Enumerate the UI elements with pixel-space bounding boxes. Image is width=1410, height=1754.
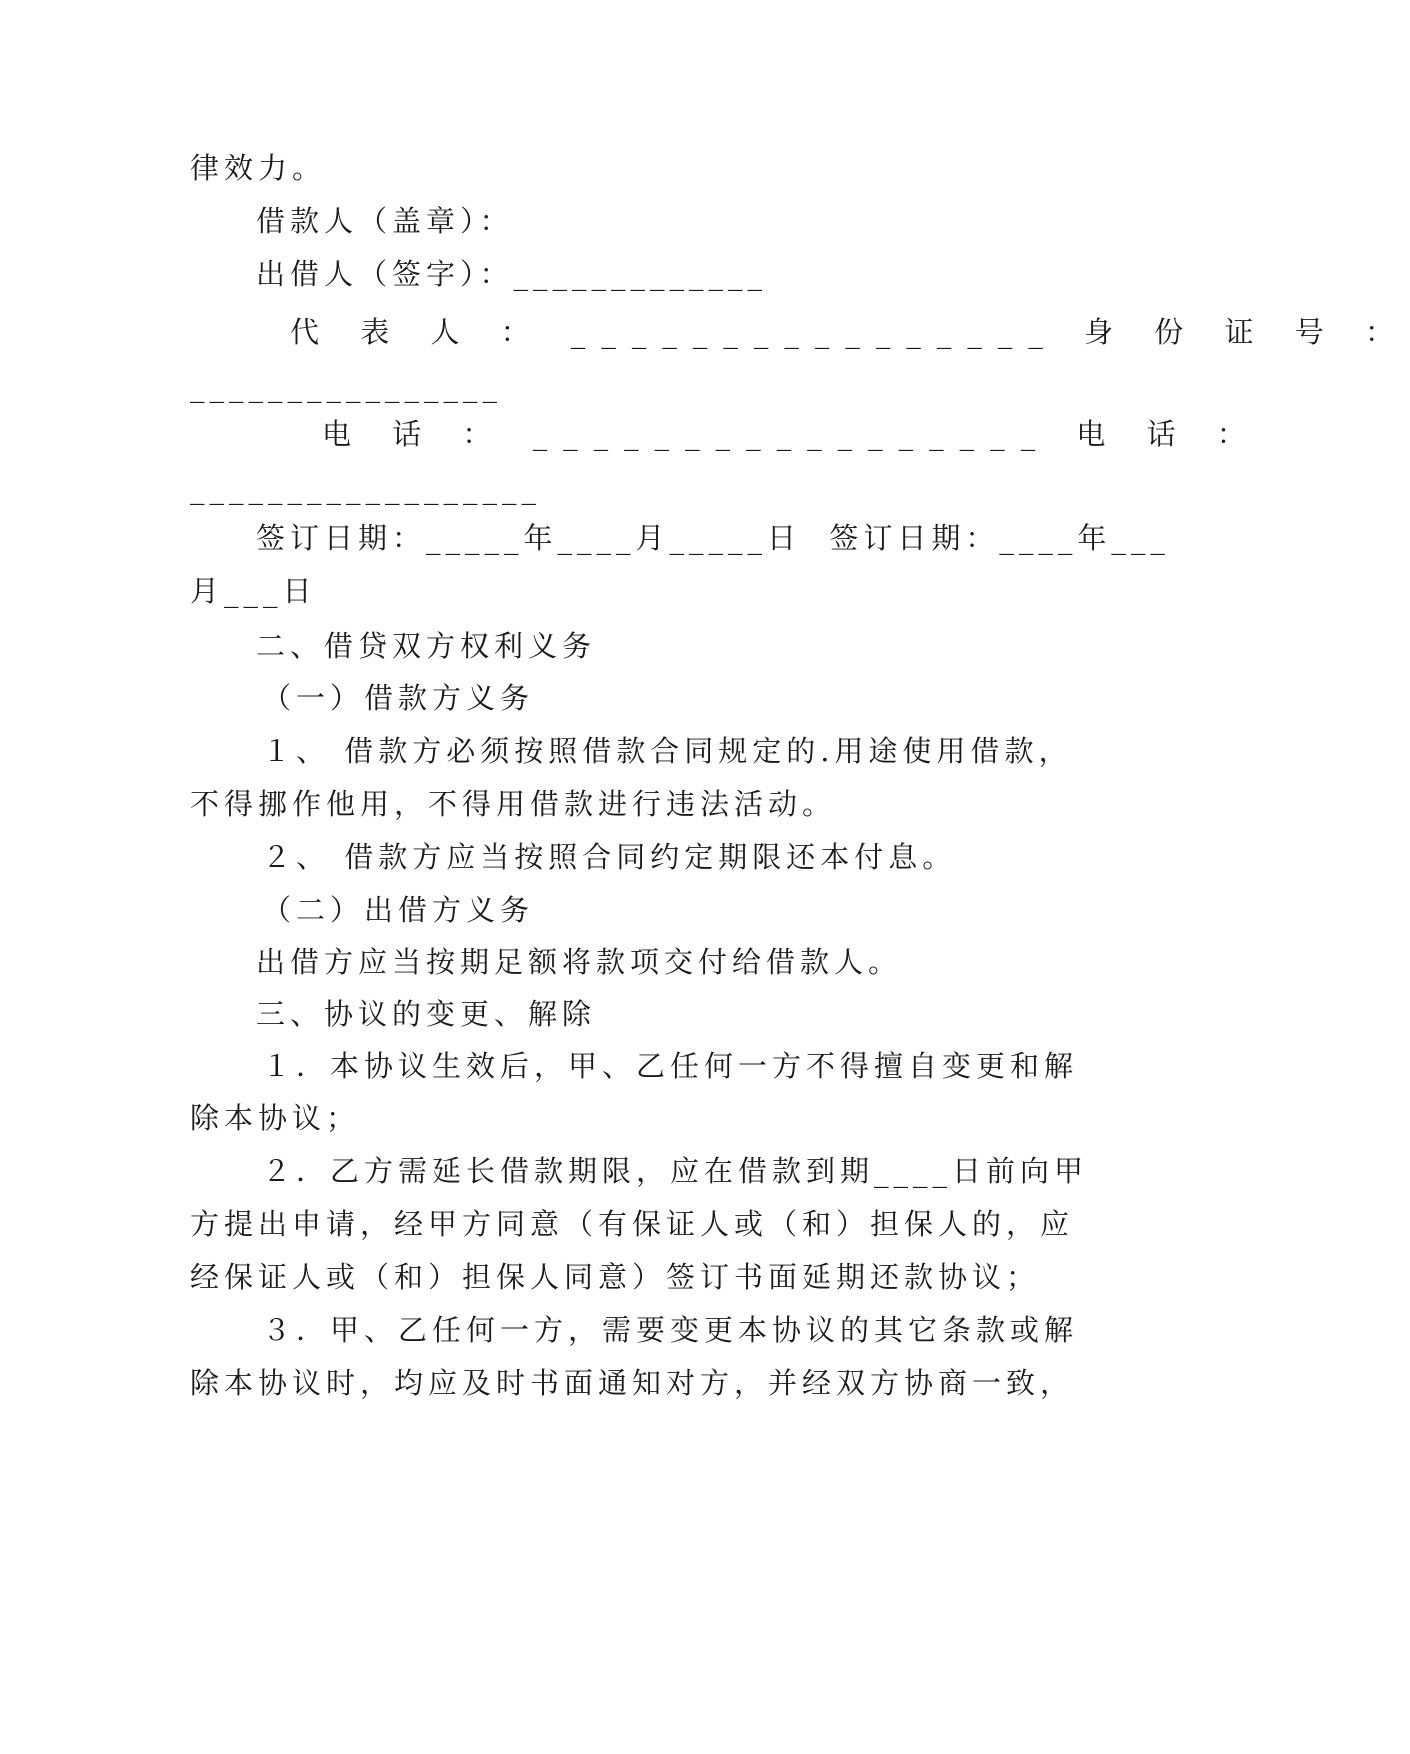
representative-id-line: 代 表 人 ： ________________ 身 份 证 号 ： bbox=[290, 315, 1410, 349]
clause-3-1: １．本协议生效后，甲、乙任何一方不得擅自变更和解 bbox=[262, 1049, 1079, 1083]
text-line: 律效力。 bbox=[190, 151, 327, 185]
clause-3-2: ２．乙方需延长借款期限，应在借款到期____日前向甲 bbox=[262, 1154, 1089, 1188]
clause-3-3: ３．甲、乙任何一方，需要变更本协议的其它条款或解 bbox=[262, 1313, 1079, 1347]
subsection-heading-1: （一）借款方义务 bbox=[262, 681, 535, 715]
signing-date-line: 签订日期：_____年____月_____日 签订日期：____年___ bbox=[256, 521, 1170, 555]
clause-3-2-continuation: 方提出申请，经甲方同意（有保证人或（和）担保人的，应 bbox=[190, 1207, 1075, 1241]
borrower-seal-line: 借款人（盖章）： bbox=[256, 204, 514, 238]
section-heading-2: 二、借贷双方权利义务 bbox=[256, 629, 597, 663]
lender-duty: 出借方应当按期足额将款项交付给借款人。 bbox=[256, 945, 903, 979]
phone-blank: __________________ bbox=[190, 471, 541, 505]
subsection-heading-2: （二）出借方义务 bbox=[262, 893, 535, 927]
lender-signature-line: 出借人（签字）：_____________ bbox=[256, 257, 768, 291]
signing-date-continuation: 月___日 bbox=[190, 574, 317, 608]
clause-2: ２、 借款方应当按照合同约定期限还本付息。 bbox=[262, 840, 957, 874]
clause-1-continuation: 不得挪作他用，不得用借款进行违法活动。 bbox=[190, 787, 837, 821]
section-heading-3: 三、协议的变更、解除 bbox=[256, 997, 597, 1031]
phone-line: 电 话 ： _________________ 电 话 ： bbox=[322, 417, 1262, 451]
clause-3-1-continuation: 除本协议； bbox=[190, 1101, 361, 1135]
clause-3-3-continuation: 除本协议时，均应及时书面通知对方，并经双方协商一致， bbox=[190, 1366, 1075, 1400]
clause-3-2-continuation: 经保证人或（和）担保人同意）签订书面延期还款协议； bbox=[190, 1260, 1041, 1294]
clause-1: １、 借款方必须按照借款合同规定的.用途使用借款， bbox=[262, 734, 1073, 768]
id-number-blank: ________________ bbox=[190, 369, 502, 403]
